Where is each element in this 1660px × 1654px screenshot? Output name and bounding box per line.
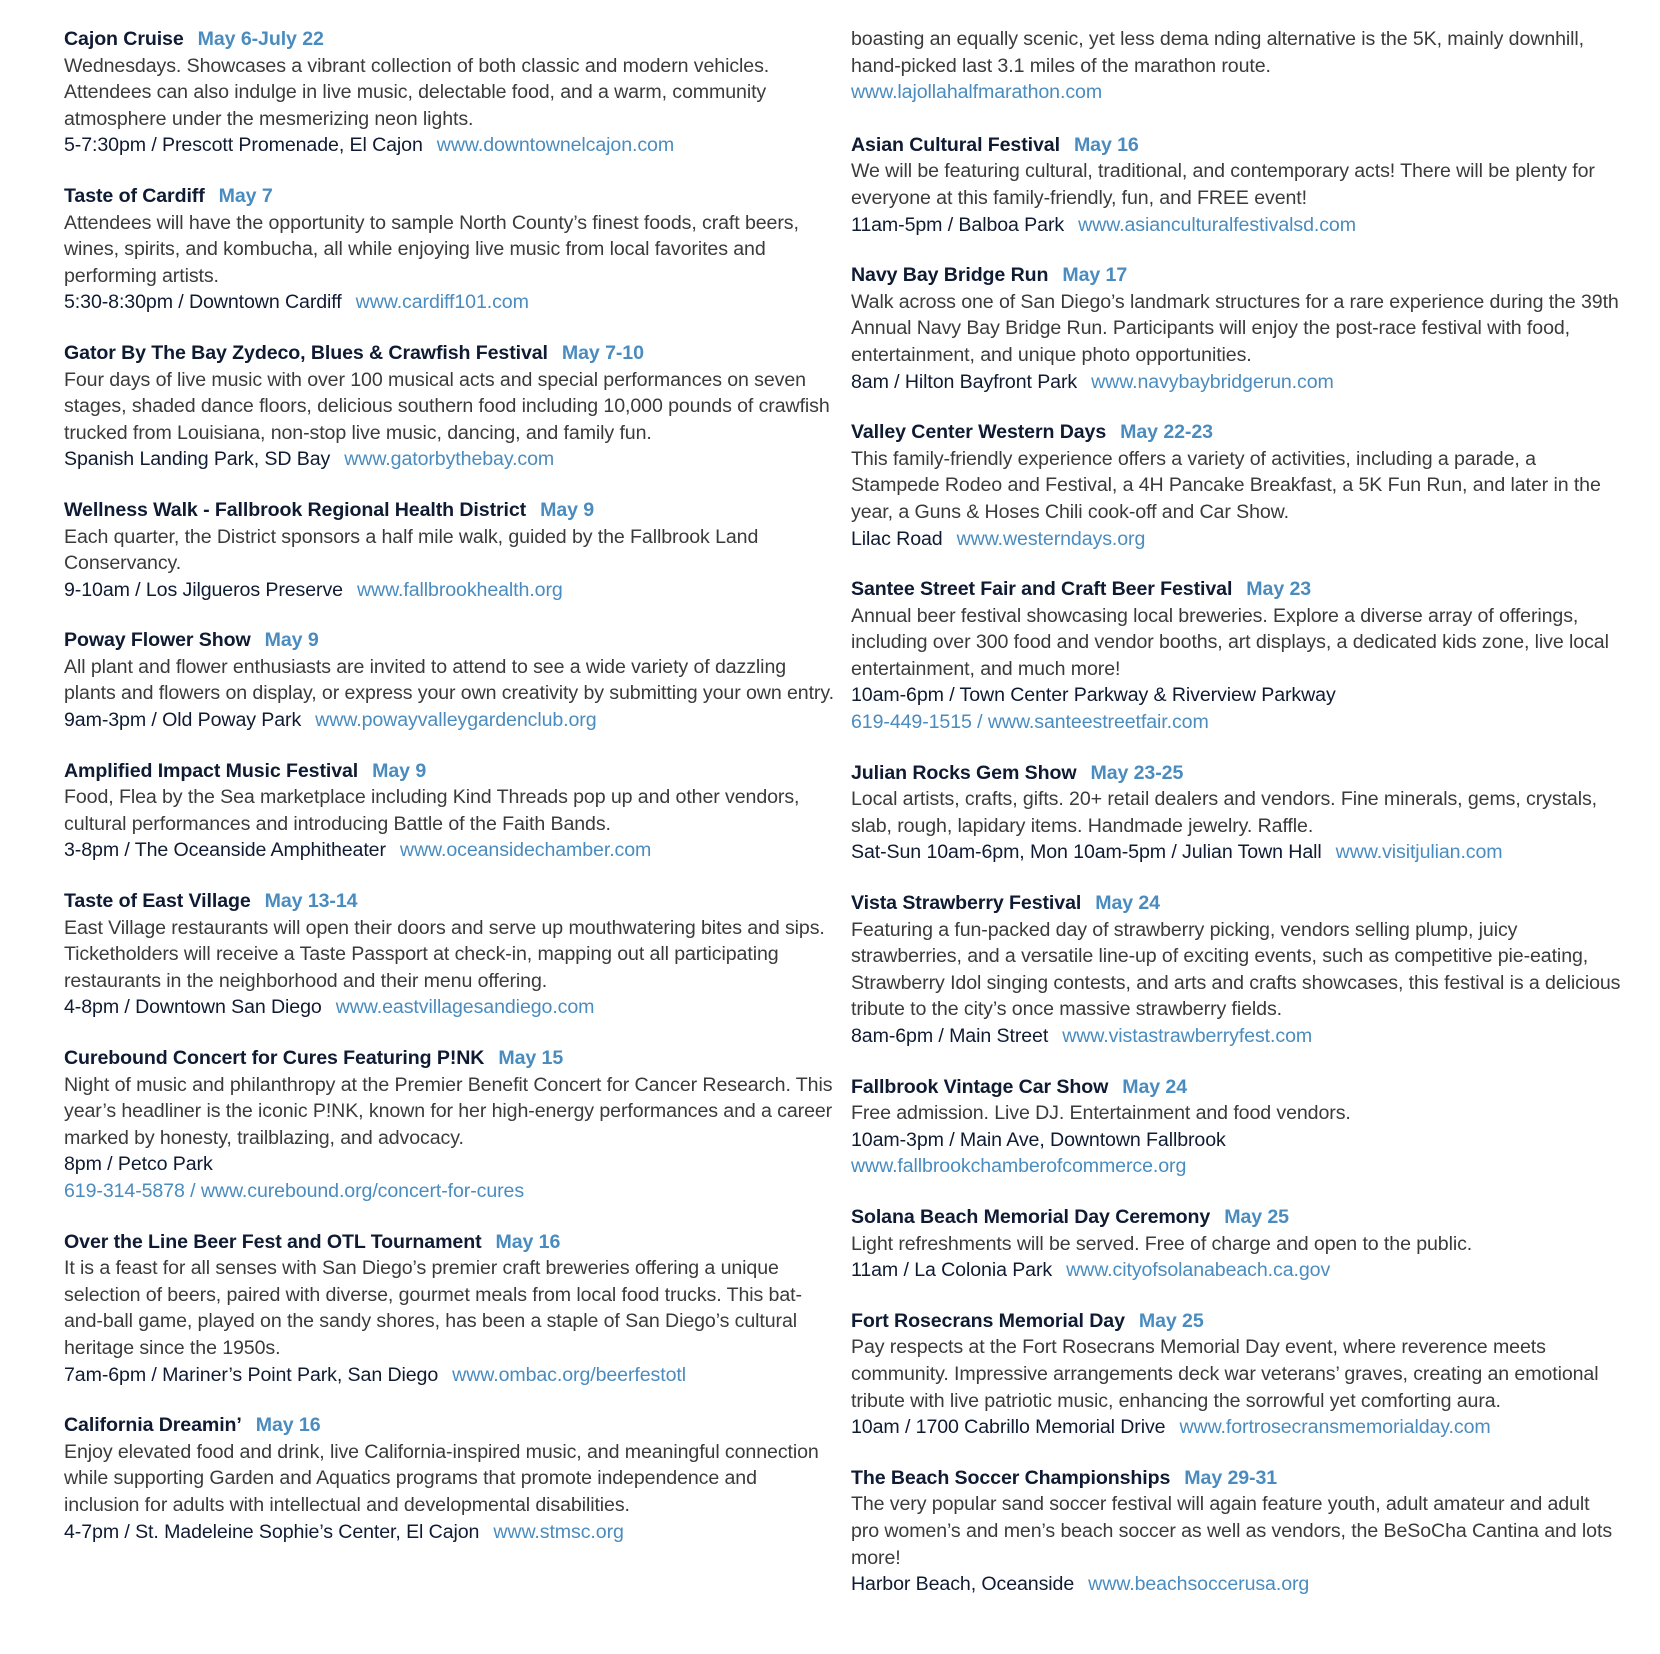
event-location: Lilac Road bbox=[851, 527, 943, 550]
event-item bbox=[64, 497, 834, 603]
event-item bbox=[64, 1229, 834, 1389]
event-location: 11am-5pm / Balboa Park bbox=[851, 213, 1065, 236]
event-info bbox=[851, 369, 1621, 396]
event-description: Four days of live music with over 100 musical acts and special performances on seven stages, shaded dance floors, delicious southern food including 10,000 pounds of crawfish trucked from Louisiana, non-stop live music, dancing, and family fun. bbox=[64, 368, 830, 444]
event-item bbox=[851, 419, 1621, 552]
event-date: May 9 bbox=[540, 498, 595, 521]
event-link[interactable]: www.fallbrookchamberofcommerce.org bbox=[851, 1155, 1187, 1178]
event-header bbox=[64, 340, 834, 367]
event-description: Each quarter, the District sponsors a half mile walk, guided by the Fallbrook Land Conservancy. bbox=[64, 525, 759, 575]
event-description: Walk across one of San Diego’s landmark structures for a rare experience during the 39th Annual Navy Bay Bridge Run. Participants will enjoy the post-race festival with food, entertainment, and unique photo opportunities. bbox=[851, 290, 1619, 366]
event-date: May 23-25 bbox=[1090, 761, 1184, 784]
event-description: Enjoy elevated food and drink, live California-inspired music, and meaningful connection while supporting Garden and Aquatics programs that promote independence and inclusion for adults with intellectual and developmental disabilities. bbox=[64, 1440, 819, 1516]
event-header bbox=[851, 1308, 1621, 1335]
event-info bbox=[851, 682, 1621, 735]
event-continuation bbox=[851, 26, 1621, 106]
event-link[interactable]: www.vistastrawberryfest.com bbox=[1062, 1025, 1313, 1047]
event-date: May 7 bbox=[218, 184, 273, 207]
event-info bbox=[64, 1362, 834, 1389]
event-link[interactable]: www.fortrosecransmemorialday.com bbox=[1179, 1416, 1491, 1439]
event-location: 3-8pm / The Oceanside Amphitheater bbox=[64, 839, 386, 862]
event-link[interactable]: www.westerndays.org bbox=[956, 527, 1146, 550]
event-link[interactable]: www.asianculturalfestivalsd.com bbox=[1078, 213, 1356, 236]
event-title: Fort Rosecrans Memorial Day bbox=[851, 1309, 1125, 1332]
event-description: boasting an equally scenic, yet less dema nding alternative is the 5K, mainly downhill, hand-picked last 3.1 miles of the marathon route. bbox=[851, 28, 1585, 77]
event-description: Wednesdays. Showcases a vibrant collection of both classic and modern vehicles. Attendees can also indulge in live music, delectable food, and a warm, community atmosphere under the mesmerizing neon lights. bbox=[64, 54, 770, 130]
event-info bbox=[64, 446, 834, 473]
event-item bbox=[64, 1045, 834, 1205]
event-header bbox=[64, 888, 834, 915]
event-info bbox=[851, 526, 1621, 553]
event-link[interactable]: www.ombac.org/beerfestotl bbox=[452, 1363, 686, 1386]
event-info bbox=[851, 839, 1621, 866]
event-location: 10am-6pm / Town Center Parkway & Riverview Parkway bbox=[851, 684, 1336, 707]
event-header bbox=[851, 1204, 1621, 1231]
event-location: 5-7:30pm / Prescott Promenade, El Cajon bbox=[64, 134, 423, 157]
event-location: Harbor Beach, Oceanside bbox=[851, 1573, 1075, 1596]
event-description: This family-friendly experience offers a variety of activities, including a parade, a Stampede Rodeo and Festival, a 4H Pancake Breakfast, a 5K Fun Run, and later in the year, a Guns & Hoses Chili cook-off and Car Show. bbox=[851, 447, 1601, 523]
event-location: 10am-3pm / Main Ave, Downtown Fallbrook bbox=[851, 1128, 1226, 1151]
event-link[interactable]: www.cityofsolanabeach.ca.gov bbox=[1066, 1259, 1331, 1282]
event-title: Santee Street Fair and Craft Beer Festival bbox=[851, 578, 1233, 601]
event-link[interactable]: www.lajollahalfmarathon.com bbox=[851, 81, 1103, 104]
event-header bbox=[64, 26, 834, 53]
event-link[interactable]: www.navybaybridgerun.com bbox=[1091, 370, 1334, 393]
event-title: Fallbrook Vintage Car Show bbox=[851, 1075, 1109, 1098]
event-link[interactable]: www.stmsc.org bbox=[493, 1520, 624, 1543]
event-description: East Village restaurants will open their doors and serve up mouthwatering bites and sips. Ticketholders will receive a Taste Passport at check-in, mapping out all participating restaurants in the neighborhood and their menu offering. bbox=[64, 916, 825, 992]
event-title: Valley Center Western Days bbox=[851, 421, 1107, 444]
event-item bbox=[851, 890, 1621, 1050]
event-info bbox=[851, 212, 1621, 239]
event-link[interactable]: www.gatorbythebay.com bbox=[344, 448, 555, 471]
event-title: Taste of East Village bbox=[64, 890, 251, 913]
event-title: Julian Rocks Gem Show bbox=[851, 761, 1077, 784]
events-column-right bbox=[851, 26, 1621, 1622]
event-date: May 13-14 bbox=[264, 890, 358, 913]
event-info bbox=[64, 1151, 834, 1204]
event-header bbox=[64, 183, 834, 210]
event-title: Cajon Cruise bbox=[64, 28, 184, 50]
event-header bbox=[64, 1045, 834, 1072]
event-link[interactable]: 619-449-1515 / www.santeestreetfair.com bbox=[851, 711, 1209, 734]
event-title: California Dreamin’ bbox=[64, 1414, 242, 1437]
event-info bbox=[851, 1023, 1621, 1050]
event-header bbox=[64, 1412, 834, 1439]
event-location: 11am / La Colonia Park bbox=[851, 1259, 1053, 1282]
event-location: Spanish Landing Park, SD Bay bbox=[64, 448, 331, 471]
event-info bbox=[851, 1571, 1621, 1598]
event-title: Curebound Concert for Cures Featuring P!NK bbox=[64, 1047, 485, 1069]
event-title: The Beach Soccer Championships bbox=[851, 1466, 1171, 1489]
event-title: Amplified Impact Music Festival bbox=[64, 759, 359, 782]
event-item bbox=[851, 1204, 1621, 1284]
event-date: May 24 bbox=[1095, 892, 1160, 915]
event-link[interactable]: www.eastvillagesandiego.com bbox=[335, 996, 595, 1019]
event-description: The very popular sand soccer festival will again feature youth, adult amateur and adult pro women’s and men’s beach soccer as well as vendors, the BeSoCha Cantina and lots more! bbox=[851, 1493, 1613, 1569]
event-date: May 16 bbox=[255, 1414, 321, 1437]
event-date: May 17 bbox=[1062, 264, 1128, 287]
event-header bbox=[64, 497, 834, 524]
event-info bbox=[64, 837, 834, 864]
event-item bbox=[64, 758, 834, 864]
event-item bbox=[64, 26, 834, 159]
event-location: Sat-Sun 10am-6pm, Mon 10am-5pm / Julian Town Hall bbox=[851, 841, 1322, 864]
event-header bbox=[851, 760, 1621, 787]
event-item bbox=[64, 888, 834, 1021]
event-date: May 23 bbox=[1246, 578, 1312, 601]
event-link[interactable]: www.cardiff101.com bbox=[355, 291, 529, 314]
event-title: Solana Beach Memorial Day Ceremony bbox=[851, 1205, 1211, 1228]
event-info bbox=[64, 577, 834, 604]
event-date: May 25 bbox=[1138, 1309, 1204, 1332]
event-location: 9-10am / Los Jilgueros Preserve bbox=[64, 578, 343, 601]
event-location: 8pm / Petco Park bbox=[64, 1153, 213, 1176]
event-location: 5:30-8:30pm / Downtown Cardiff bbox=[64, 291, 342, 314]
event-description: Attendees will have the opportunity to sample North County’s finest foods, craft beers, wines, spirits, and kombucha, all while enjoying live music from local favorites and performing artists. bbox=[64, 211, 799, 287]
event-description: Light refreshments will be served. Free of charge and open to the public. bbox=[851, 1232, 1473, 1255]
event-header bbox=[851, 1074, 1621, 1101]
event-header bbox=[64, 758, 834, 785]
event-description: Local artists, crafts, gifts. 20+ retail dealers and vendors. Fine minerals, gems, crystals, slab, rough, lapidary items. Handmade jewelry. Raffle. bbox=[851, 788, 1598, 837]
event-location: 9am-3pm / Old Poway Park bbox=[64, 709, 302, 732]
event-header bbox=[64, 1229, 834, 1256]
event-title: Taste of Cardiff bbox=[64, 184, 205, 207]
event-date: May 16 bbox=[495, 1230, 561, 1253]
event-item bbox=[851, 1308, 1621, 1441]
event-header bbox=[851, 1465, 1621, 1492]
event-date: May 9 bbox=[264, 629, 319, 652]
event-description: We will be featuring cultural, traditional, and contemporary acts! There will be plenty for everyone at this family-friendly, fun, and FREE event! bbox=[851, 160, 1595, 209]
event-item bbox=[64, 1412, 834, 1545]
event-date: May 25 bbox=[1224, 1205, 1289, 1228]
event-description: Night of music and philanthropy at the Premier Benefit Concert for Cancer Research. This year’s headliner is the iconic P!NK, known for her high-energy performances and a career marked by honesty, trailblazing, and advocacy. bbox=[64, 1073, 833, 1149]
event-info bbox=[64, 289, 834, 316]
event-date: May 29-31 bbox=[1184, 1466, 1278, 1489]
event-info bbox=[851, 1414, 1621, 1441]
event-title: Vista Strawberry Festival bbox=[851, 892, 1082, 915]
event-info bbox=[64, 132, 834, 159]
event-date: May 7-10 bbox=[561, 341, 644, 364]
event-location: 8am-6pm / Main Street bbox=[851, 1025, 1049, 1047]
event-link[interactable]: www.downtownelcajon.com bbox=[436, 134, 675, 157]
event-title: Poway Flower Show bbox=[64, 629, 251, 652]
event-link[interactable]: www.powayvalleygardenclub.org bbox=[315, 709, 597, 732]
event-description: All plant and flower enthusiasts are invited to attend to see a wide variety of dazzling plants and flowers on display, or express your own creativity by submitting your own entry. bbox=[64, 655, 834, 705]
event-info bbox=[851, 1127, 1621, 1180]
event-item bbox=[64, 340, 834, 473]
event-description: It is a feast for all senses with San Diego’s premier craft breweries offering a unique selection of beers, paired with diverse, gourmet meals from local food trucks. This bat-and-ball game, played on the sandy shores, has been a staple of San Diego’s cultural heritage since the 1950s. bbox=[64, 1257, 802, 1359]
event-date: May 16 bbox=[1073, 133, 1139, 156]
event-item bbox=[851, 576, 1621, 736]
event-item bbox=[851, 760, 1621, 866]
event-title: Asian Cultural Festival bbox=[851, 133, 1060, 156]
event-info bbox=[851, 1257, 1621, 1284]
event-header bbox=[851, 132, 1621, 159]
event-link[interactable]: www.fallbrookhealth.org bbox=[356, 578, 563, 601]
event-location: 8am / Hilton Bayfront Park bbox=[851, 370, 1078, 393]
event-title: Gator By The Bay Zydeco, Blues & Crawfish Festival bbox=[64, 341, 548, 364]
event-link[interactable]: 619-314-5878 / www.curebound.org/concert-for-cures bbox=[64, 1179, 525, 1202]
event-description: Featuring a fun-packed day of strawberry picking, vendors selling plump, juicy strawberries, and a versatile line-up of exciting events, such as competitive pie-eating, Strawberry Idol singing contests, and arts and crafts showcases, this festival is a delicious tribute to the city’s once massive strawberry fields. bbox=[851, 918, 1621, 1021]
event-link[interactable]: www.beachsoccerusa.org bbox=[1088, 1573, 1310, 1596]
event-header bbox=[64, 627, 834, 654]
event-date: May 15 bbox=[498, 1047, 564, 1069]
event-date: May 24 bbox=[1122, 1075, 1188, 1098]
event-title: Over the Line Beer Fest and OTL Tournament bbox=[64, 1230, 482, 1253]
event-item bbox=[851, 1465, 1621, 1598]
event-date: May 9 bbox=[372, 759, 427, 782]
event-location: 10am / 1700 Cabrillo Memorial Drive bbox=[851, 1416, 1166, 1439]
event-item bbox=[64, 183, 834, 316]
event-header bbox=[851, 262, 1621, 289]
event-info bbox=[64, 707, 834, 734]
event-item bbox=[851, 1074, 1621, 1180]
event-header bbox=[851, 419, 1621, 446]
event-location: 4-8pm / Downtown San Diego bbox=[64, 996, 322, 1019]
event-link[interactable]: www.oceansidechamber.com bbox=[399, 839, 652, 862]
event-description: Pay respects at the Fort Rosecrans Memorial Day event, where reverence meets community. Impressive arrangements deck war veterans’ graves, creating an emotional tribute with live patriotic music, enhancing the sorrowful yet comforting aura. bbox=[851, 1336, 1599, 1412]
event-item bbox=[851, 262, 1621, 395]
event-location: 7am-6pm / Mariner’s Point Park, San Diego bbox=[64, 1363, 439, 1386]
event-header bbox=[851, 890, 1621, 917]
event-description: Food, Flea by the Sea marketplace including Kind Threads pop up and other vendors, cultural performances and introducing Battle of the Faith Bands. bbox=[64, 786, 800, 835]
event-title: Navy Bay Bridge Run bbox=[851, 264, 1049, 287]
event-description: Free admission. Live DJ. Entertainment and food vendors. bbox=[851, 1102, 1351, 1125]
event-location: 4-7pm / St. Madeleine Sophie’s Center, El Cajon bbox=[64, 1520, 480, 1543]
event-date: May 22-23 bbox=[1120, 421, 1213, 444]
event-link[interactable]: www.visitjulian.com bbox=[1335, 841, 1503, 864]
event-info bbox=[64, 1519, 834, 1546]
event-header bbox=[851, 576, 1621, 603]
events-column-left bbox=[64, 26, 834, 1569]
event-description: Annual beer festival showcasing local breweries. Explore a diverse array of offerings, including over 300 food and vendor booths, art displays, a dedicated kids zone, live local entertainment, and much more! bbox=[851, 604, 1609, 680]
event-item bbox=[64, 627, 834, 733]
event-info bbox=[64, 994, 834, 1021]
event-title: Wellness Walk - Fallbrook Regional Health District bbox=[64, 498, 527, 521]
event-item bbox=[851, 132, 1621, 238]
event-date: May 6-July 22 bbox=[197, 28, 324, 50]
